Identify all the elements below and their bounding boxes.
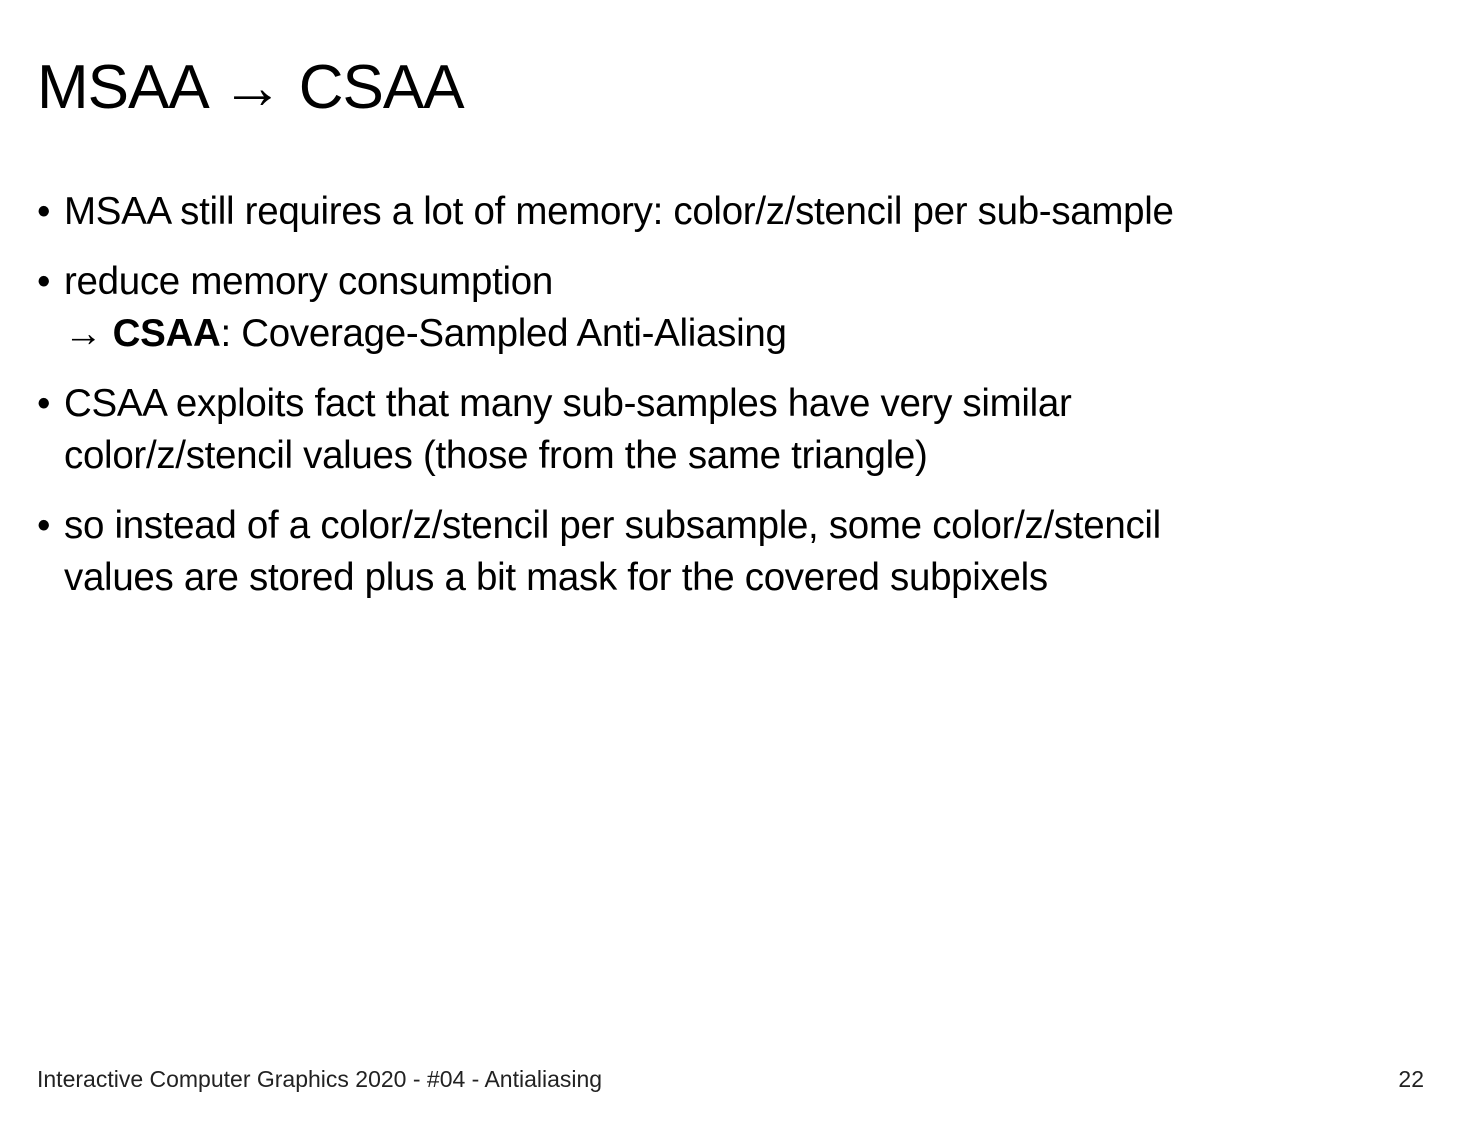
bullet-text: so instead of a color/z/stencil per subsample, some color/z/stencil: [64, 504, 1161, 547]
arrow-glyph: →: [64, 312, 113, 355]
slide-title: MSAA → CSAA: [37, 53, 464, 122]
bullet-item: [37, 378, 1447, 482]
slide-footer: Interactive Computer Graphics 2020 - #04 - Antialiasing: [37, 1066, 603, 1092]
bullet-item: [37, 186, 1447, 238]
bullet-text: MSAA still requires a lot of memory: color/z/stencil per sub-sample: [64, 190, 1174, 233]
bullet-dot: •: [37, 260, 51, 303]
bullet-text-continued: values are stored plus a bit mask for the covered subpixels: [64, 556, 1048, 599]
page-number: 22: [1398, 1066, 1424, 1092]
bullet-subline: [64, 308, 1447, 360]
csaa-definition: : Coverage-Sampled Anti-Aliasing: [220, 312, 787, 355]
bullet-item: [37, 500, 1447, 604]
bullet-item: [37, 256, 1447, 360]
bullet-dot: •: [37, 190, 51, 233]
csaa-term: CSAA: [112, 312, 221, 355]
bullet-dot: •: [37, 504, 51, 547]
bullet-text: CSAA exploits fact that many sub-samples have very similar: [64, 382, 1072, 425]
bullet-text: reduce memory consumption: [64, 260, 553, 303]
bullet-text-continued: color/z/stencil values (those from the same triangle): [64, 434, 928, 477]
bullet-dot: •: [37, 382, 51, 425]
bullet-list: [37, 186, 1447, 622]
